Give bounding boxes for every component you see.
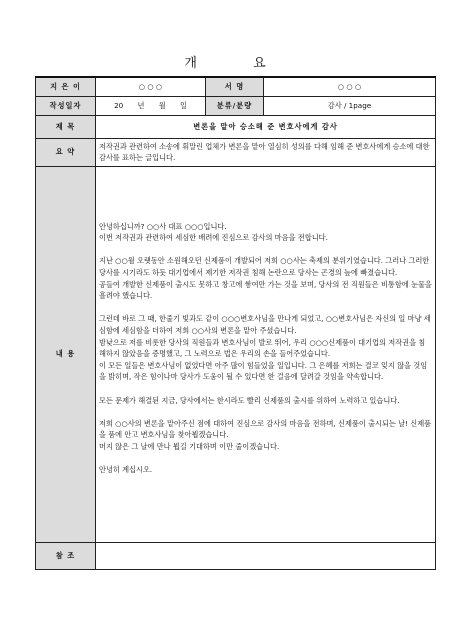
category-label: 분류/분량	[206, 96, 264, 115]
content-paragraph: 저희 ○○사의 변론을 맡아주신 점에 대하여 진심으로 감사의 마음을 전하며, 신제품이 출시되는 날! 신제품을 품에 안고 변호사님을 찾아뵙겠습니다. 머지 않은 그 날에 만나 뵙길 기대하며 이만 줄이겠습니다.	[99, 418, 432, 451]
date-label: 작성일자	[36, 96, 96, 115]
document-title: 개 요	[184, 56, 292, 71]
content-paragraph: 모든 문제가 해결된 지금, 당사에서는 한시라도 빨리 신제품의 출시를 위하여 노력하고 있습니다.	[99, 395, 400, 405]
content-label: 내 용	[36, 166, 96, 542]
content-paragraph: 그런데 바로 그 때, 한줄기 빛과도 같이 ○○○변호사님을 만나게 되었고, ○○변호사님은 자신의 일 마냥 세심함에 세심함을 더하여 저희 ○○사의 변론을 맡아 주셨습니다. 밤낮으로 저를 비롯한 당사의 직원들과 변호사님이 발로 뛰어, 우리 ○○○신제품이 대기업의 저작권을 침해하지 않았음을 증명했고, 그 노력으로 법은 우리의 손을 들어주었습니다. 이 모든 일들은 변호사님이 없었다면 아주 많이 힘들었을 일입니다. 그 은혜를 저희는 결코 잊지 않을 것임을 밝히며, 작은 힘이나마 당사가 도움이 될 수 있다면 한 걸음에 달려갈 것임을 약속합니다.	[99, 314, 431, 382]
reference-value	[96, 542, 436, 569]
reference-label: 참 조	[36, 542, 96, 569]
date-value: 20 년 월 일	[96, 96, 206, 115]
author-label: 지 은 이	[36, 77, 96, 96]
summary-value: 저작권과 관련하여 소송에 휘말린 업체가 변론을 맡아 열심히 성의를 다해 임해 준 변호사에게 승소에 대한 감사를 표하는 글입니다.	[96, 138, 436, 166]
content-paragraph: 안녕하십니까? ○○사 대표 ○○○입니다. 이번 저작권과 관련하여 세심한 배려에 진심으로 감사의 마음을 전합니다.	[99, 221, 328, 243]
content-body	[96, 166, 436, 542]
content-paragraph: 지난 ○○월 오랫동안 소원해오던 신제품이 개발되어 저희 ○○사는 축제의 분위기였습니다. 그러나 그러한 당사를 시기라도 하듯 대기업에서 제기한 저작권 침해 논란으로 당사는 곤경의 늪에 빠졌습니다. 공들여 개발한 신제품이 출시도 못하고 창고에 쌓여만 가는 것을 보며, 당사의 전 직원들은 비통함에 눈물을 흘려야 했습니다.	[99, 256, 432, 301]
summary-form-table	[35, 76, 436, 570]
subject-value: 변론을 맡아 승소해 준 변호사에게 감사	[96, 115, 436, 138]
signature-label: 서 명	[206, 77, 264, 96]
content-paragraph: 안녕히 계십시오.	[99, 465, 153, 475]
subject-label: 제 목	[36, 115, 96, 138]
category-value: 감사 / 1page	[264, 96, 436, 115]
author-value: ○ ○ ○	[96, 77, 206, 96]
signature-value: ○ ○ ○	[264, 77, 436, 96]
summary-label: 요 약	[36, 138, 96, 166]
